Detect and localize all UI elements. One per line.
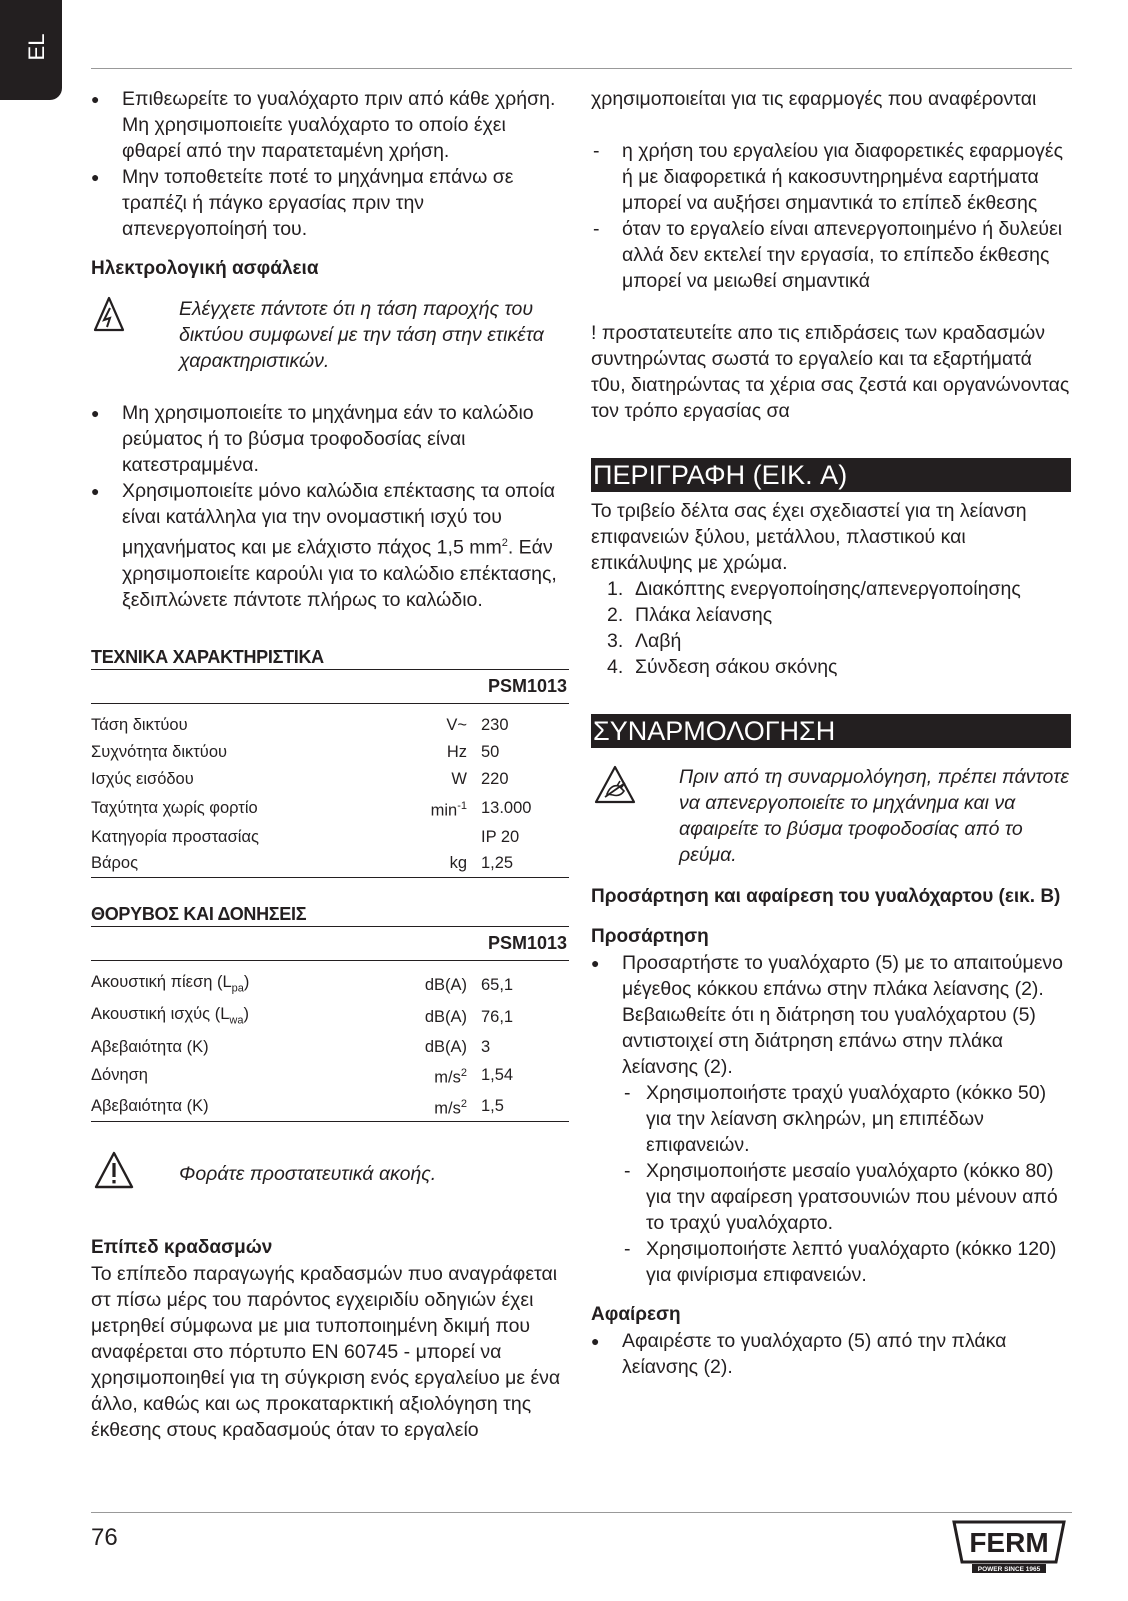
right-column: [591, 86, 1071, 1380]
specs-title: ΤΕΧΝΙΚΑ ΧΑΡΑΚΤΗΡΙΣΤΙΚΑ: [91, 647, 569, 670]
noise-title: ΘΟΡΥΒΟΣ ΚΑΙ ΔΟΝΗΣΕΙΣ: [91, 904, 569, 927]
remove-subheading: Αφαίρεση: [591, 1304, 681, 1325]
vibration-continued-text: χρησιμοποιείται για τις εφαρμογές που αναφέρονται: [591, 88, 1037, 110]
warning-triangle-icon: [91, 1150, 179, 1197]
list-item: 4. Σύνδεση σάκου σκόνης: [607, 656, 838, 678]
electric-hazard-icon: [91, 296, 179, 374]
table-row: Ισχύς εισόδου W 220: [91, 770, 509, 788]
left-column: [91, 86, 569, 1443]
hearing-warning-text: Φοράτε προστατευτικά ακοής.: [179, 1162, 437, 1185]
hearing-warning: [91, 1150, 569, 1197]
table-row: Αβεβαιότητα (K) $m/s^2$ 1,5: [91, 1091, 569, 1122]
table-row: Τάση δικτύου V~ 230: [91, 716, 509, 734]
grit-item: - Χρησιμοποιήστε λεπτό γυαλόχαρτο (κόκκο 120) για φινίρισμα επιφανειών.: [622, 1236, 1071, 1288]
assembly-warning-text: Πριν από τη συναρμολόγηση, πρέπει πάντοτε να απενεργοποιείτε το μηχάνημα και να αφαιρείτε το βύσμα τροφοδοσίας από το ρεύμα.: [679, 766, 1069, 866]
bullet-extension-cable: ● Χρησιμοποιείτε μόνο καλώδια επέκτασης τα οποία είναι κατάλληλα για την ονομαστική ισχύ του μηχανήματος και με ελάχιστο πάχος 1,5 $mm^2$. Εάν χρησιμοποιείτε καρούλι για το καλώδιο επέκτασης, ξεδιπλώνετε πάντοτε πλήρως το καλώδιο.: [91, 478, 569, 613]
noise-table: [91, 927, 569, 1123]
protect-text: ! προστατευτείτε απο τις επιδράσεις των κραδασμών συντηρώντας σωστά το εργαλείο και τα εξαρτήματά τ0υ, διατηρώντας τα χέρια σας ζεστά και οργανώνοντας τον τρόπο εργασίας σα: [591, 322, 1070, 422]
attach-subheading: Προσάρτηση: [591, 926, 709, 947]
table-row: Ακουστική πίεση $(L_{pa})$ dB(A) 65,1: [91, 972, 514, 994]
bullet-inspect-sandpaper: ● Επιθεωρείτε το γυαλόχαρτο πριν από κάθε χρήση. Μη χρησιμοποιείτε γυαλόχαρτο το οποίο έχει φθαρεί από την παρατεταμένη χρήση.: [91, 86, 569, 164]
electrical-warning: [91, 296, 569, 374]
vibration-heading: Επίπεδ κραδασμών: [91, 1237, 273, 1259]
specs-model: PSM1013: [91, 670, 569, 704]
description-section-title: ΠΕΡΙΓΡΑΦΗ (ΕΙΚ. A): [591, 458, 1071, 492]
table-row: Συχνότητα δικτύου Hz 50: [91, 743, 500, 761]
bullet-damaged-cable: ● Μη χρησιμοποιείτε το μηχάνημα εάν το καλώδιο ρεύματος ή το βύσμα τροφοδοσίας είναι κατεστραμμένα.: [91, 400, 569, 478]
language-code: EL: [24, 33, 49, 61]
electrical-safety-heading: Ηλεκτρολογική ασφάλεια: [91, 258, 319, 279]
dash-item: - όταν το εργαλείο είναι απενεργοποιημένο ή δυλεύει αλλά δεν εκτελεί την εργασία, το επίπεδο έκθεσης μπορεί να μειωθεί σημαντικά: [591, 216, 1071, 294]
table-row: Ταχύτητα χωρίς φορτίο $\min^{-1}$ 13.000: [91, 798, 532, 819]
noise-model: PSM1013: [91, 927, 569, 961]
table-row: Βάρος kg 1,25: [91, 850, 569, 877]
table-row: Ακουστική ισχύς $(L_{wa})$ dB(A) 76,1: [91, 1004, 514, 1027]
assembly-section-title: ΣΥΝΑΡΜΟΛΟΓΗΣΗ: [591, 714, 1071, 748]
table-row: Κατηγορία προστασίας IP 20: [91, 827, 520, 846]
bottom-rule: [91, 1512, 1072, 1513]
parts-list: [591, 576, 1071, 680]
list-item: 3. Λαβή: [607, 630, 682, 652]
dash-item: - η χρήση του εργαλείου για διαφορετικές εφαρμογές ή με διαφορετικά ή κακοσυντηρημένα εαρτήματα μπορεί να αυξήσει σημαντικά το επίπεδ έκθεσης: [591, 138, 1071, 216]
bullet-do-not-place: ● Μην τοποθετείτε ποτέ το μηχάνημα επάνω σε τραπέζι ή πάγκο εργασίας πριν την απενεργοποίησή του.: [91, 164, 569, 242]
electrical-warning-text: Ελέγχετε πάντοτε ότι η τάση παροχής του δικτύου συμφωνεί με την τάση στην ετικέτα χαρακτηριστικών.: [179, 298, 544, 372]
page-number: 76: [91, 1524, 118, 1551]
bullet-attach: ● Προσαρτήστε το γυαλόχαρτο (5) με το απαιτούμενο μέγεθος κόκκου επάνω στην πλάκα λείανσης (2). Βεβαιωθείτε ότι η διάτρηση του γυαλόχαρτου (5) αντιστοιχεί στη διάτρηση επάνω στην πλάκα λείανσης (2). - Χρησιμοποιήστε τραχύ γυαλόχαρτο (κόκκο 50) για την λείανση σκληρών, μη επιπέδων επιφανειών. - Χρησιμοποιήστε μεσαίο γυαλόχαρτο (κόκκο 80) για την αφαίρεση γρατσουνιών που μένουν από το τραχύ γυαλόχαρτο. - Χρησιμοποιήστε λεπτό γυαλόχαρτο (κόκκο 120) για φινίρισμα επιφανειών.: [591, 950, 1071, 1288]
assembly-warning: [591, 764, 1071, 868]
language-tab: [0, 0, 62, 100]
grit-item: - Χρησιμοποιήστε μεσαίο γυαλόχαρτο (κόκκο 80) για την αφαίρεση γρατσουνιών που μένουν από το τραχύ γυαλόχαρτο.: [622, 1158, 1071, 1236]
description-text: Το τριβείο δέλτα σας έχει σχεδιαστεί για τη λείανση επιφανειών ξύλου, μετάλλου, πλαστικού και επικάλυψης με χρώμα.: [591, 500, 1027, 574]
grit-item: - Χρησιμοποιήστε τραχύ γυαλόχαρτο (κόκκο 50) για την λείανση σκληρών, μη επιπέδων επιφανειών.: [622, 1080, 1071, 1158]
table-row: Αβεβαιότητα (K) dB(A) 3: [91, 1037, 491, 1056]
ferm-logo: [950, 1512, 1068, 1574]
attach-heading: Προσάρτηση και αφαίρεση του γυαλόχαρτου (εικ. B): [591, 886, 1061, 907]
bullet-remove: ● Αφαιρέστε το γυαλόχαρτο (5) από την πλάκα λείανσης (2).: [591, 1328, 1071, 1380]
list-item: 1. Διακόπτης ενεργοποίησης/απενεργοποίησης: [607, 578, 1021, 600]
logo-text: FERM: [969, 1527, 1049, 1558]
unplug-warning-icon: [591, 764, 679, 868]
logo-tagline: POWER SINCE 1965: [977, 1566, 1041, 1573]
vibration-text: Το επίπεδο παραγωγής κραδασμών πυο αναγράφεται στ πίσω μέρς του παρόντος εγχειριδίυ οδηγιών έχει μετρηθεί σύμφωνα με μια τυποποιημένη δκιμή που αναφέρεται στο πόρτυπο EN 60745 - μπορεί να χρησιμοποιηθεί για τη σύγκριση ενός εργαλείυο με ένα άλλο, καθώς και ως προκαταρκτική αξιολόγηση της έκθεσης στους κραδασμούς όταν το εργαλείο: [91, 1263, 561, 1442]
specs-table: [91, 670, 569, 878]
top-rule: [91, 68, 1072, 69]
table-row: Δόνηση $m/s^2$ 1,54: [91, 1066, 514, 1087]
list-item: 2. Πλάκα λείανσης: [607, 604, 773, 626]
